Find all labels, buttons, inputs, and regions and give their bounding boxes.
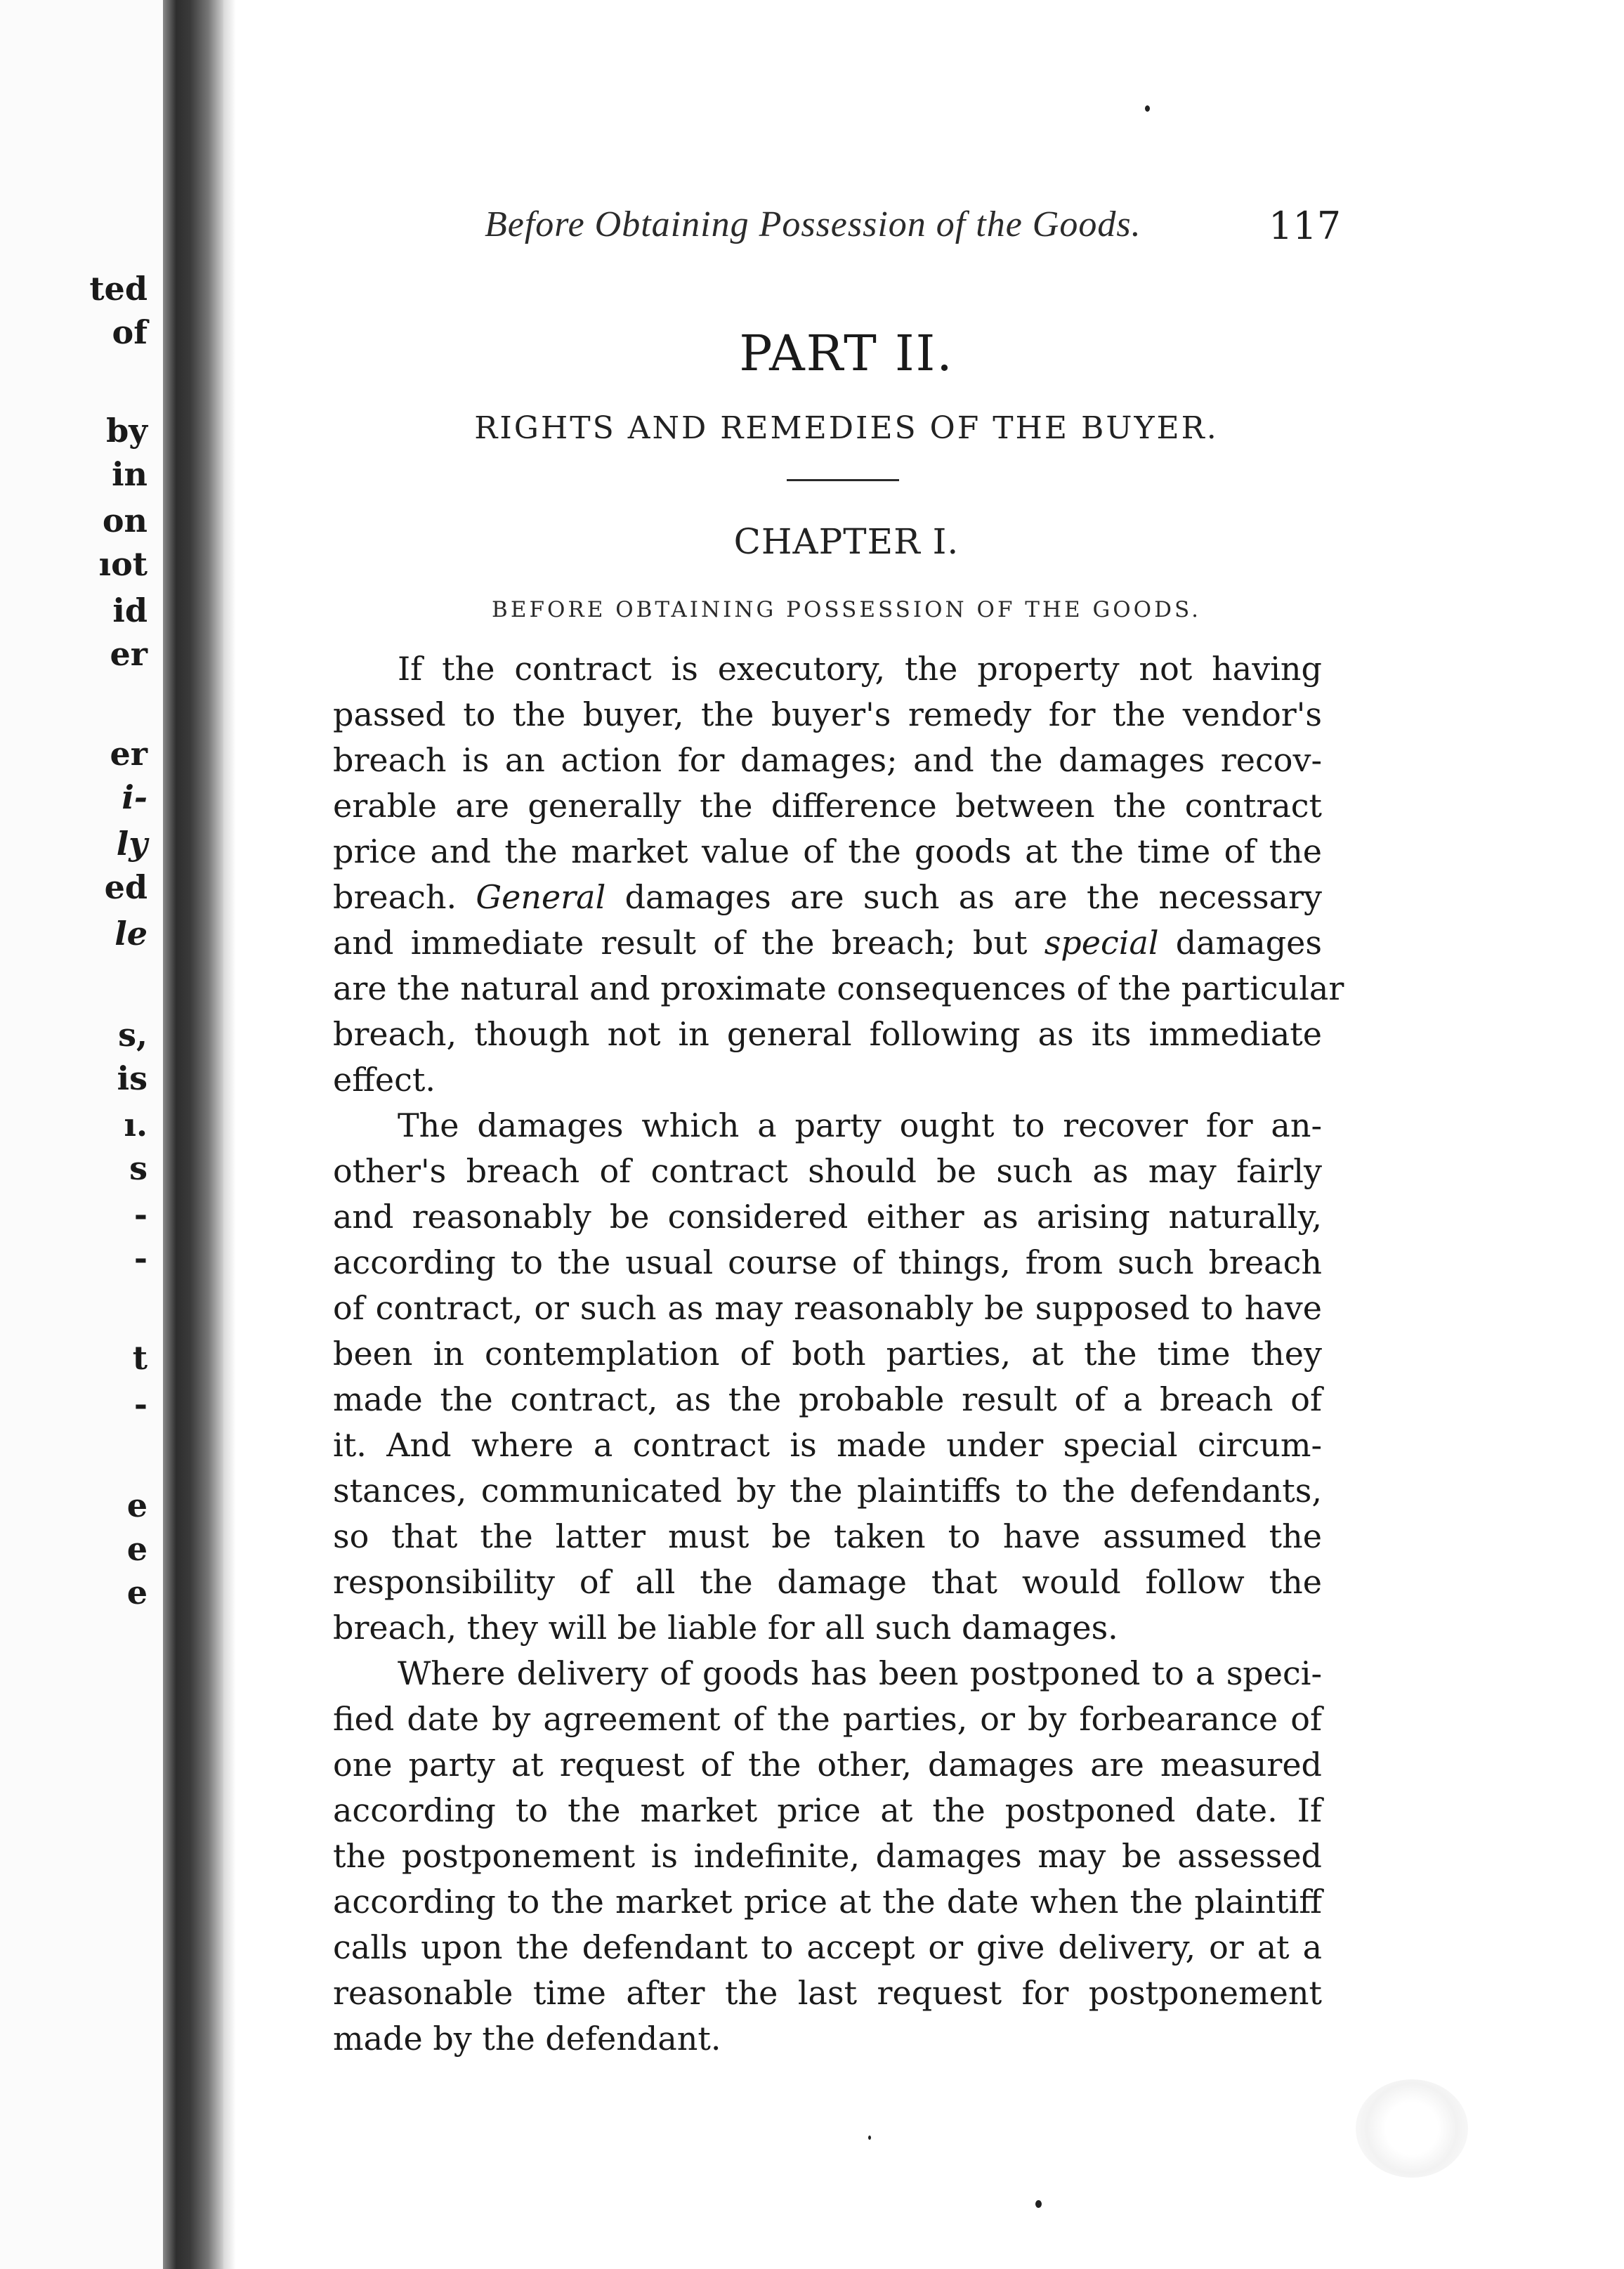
italic-term: special (1044, 924, 1159, 962)
book-spine-shadow (163, 0, 223, 2269)
text-run: it. And where a contract is made under special circum- (333, 1426, 1322, 1464)
text-line (333, 1331, 1322, 1377)
previous-page-text-fragment: by (106, 412, 148, 450)
text-run: The damages which a party ought to recover for an- (398, 1106, 1322, 1144)
part-title: PART II. (739, 325, 954, 382)
body-paragraph (333, 1651, 1322, 2062)
italic-term: General (476, 878, 606, 916)
body-text (333, 646, 1344, 2062)
text-line (333, 1194, 1322, 1240)
text-line (333, 829, 1322, 875)
text-line (333, 1286, 1322, 1331)
text-run: breach, though not in general following as its immediate (333, 1015, 1322, 1053)
text-line (333, 920, 1322, 966)
previous-page-text-fragment: ı. (124, 1106, 148, 1144)
text-line (333, 1559, 1322, 1605)
text-run: according to the market price at the date when the plaintiff (333, 1883, 1322, 1921)
running-head: Before Obtaining Possession of the Goods. (485, 204, 1141, 244)
part-subtitle: RIGHTS AND REMEDIES OF THE BUYER. (474, 410, 1219, 446)
text-line (333, 1696, 1322, 1742)
previous-page-text-fragment: s (129, 1149, 148, 1187)
chapter-title: CHAPTER I. (733, 521, 960, 562)
text-run: erable are generally the difference between the contract (333, 787, 1322, 825)
text-line (333, 1833, 1322, 1879)
text-line (333, 738, 1322, 783)
text-run: reasonable time after the last request for postponement (333, 1974, 1322, 2012)
previous-page-text-fragment: - (133, 1239, 148, 1277)
body-paragraph (333, 1103, 1322, 1651)
text-run: price and the market value of the goods at the time of the (333, 832, 1322, 870)
text-line (333, 1742, 1322, 1788)
text-line (333, 1605, 1322, 1651)
page-speck (1035, 2200, 1042, 2208)
text-line (333, 1149, 1322, 1194)
previous-page-text-fragment: ly (116, 825, 148, 863)
text-line (333, 1514, 1322, 1559)
text-run: damages (1158, 924, 1322, 962)
previous-page-text-fragment: on (102, 502, 148, 540)
page-number: 117 (1269, 204, 1342, 248)
text-run: made by the defendant. (333, 2020, 721, 2058)
text-run: made the contract, as the probable result of a breach of (333, 1380, 1322, 1418)
text-run: stances, communicated by the plaintiffs to the defendants, (333, 1472, 1322, 1510)
text-line (333, 2016, 1322, 2062)
previous-page-text-fragment: in (112, 455, 148, 493)
text-run: are the natural and proximate consequences of the particular (333, 969, 1344, 1007)
text-line (333, 1012, 1322, 1057)
previous-page-text-fragment: t (132, 1339, 148, 1377)
text-run: breach is an action for damages; and the damages recov- (333, 741, 1322, 779)
text-line (333, 1651, 1322, 1696)
chapter-subtitle: BEFORE OBTAINING POSSESSION OF THE GOODS. (492, 597, 1201, 622)
previous-page-text-fragment: - (133, 1385, 148, 1423)
previous-page-text-fragment: ed (104, 868, 148, 906)
text-line (333, 646, 1322, 692)
text-run: and reasonably be considered either as arising naturally, (333, 1198, 1322, 1236)
text-run: If the contract is executory, the property not having (398, 650, 1322, 688)
text-run: Where delivery of goods has been postponed to a speci- (398, 1654, 1322, 1692)
text-run: breach, they will be liable for all such damages. (333, 1609, 1118, 1647)
previous-page-text-fragment: - (133, 1196, 148, 1234)
text-line (333, 1377, 1322, 1423)
text-line (333, 1423, 1322, 1468)
page-speck (1145, 105, 1150, 112)
text-line (333, 966, 1344, 1012)
previous-page-text-fragment: s, (118, 1016, 148, 1054)
text-line (333, 783, 1322, 829)
previous-page-text-fragment: e (126, 1574, 148, 1611)
text-run: fied date by agreement of the parties, or by forbearance of (333, 1700, 1322, 1738)
text-run: according to the usual course of things, from such breach (333, 1243, 1322, 1281)
text-run: other's breach of contract should be such as may fairly (333, 1152, 1322, 1190)
text-run: responsibility of all the damage that would follow the (333, 1563, 1322, 1601)
text-run: passed to the buyer, the buyer's remedy for the vendor's (333, 695, 1322, 733)
page-speck (868, 2136, 871, 2140)
previous-page-text-fragment: is (117, 1059, 148, 1097)
text-line (333, 692, 1322, 738)
previous-page-text-fragment: e (126, 1530, 148, 1568)
text-line (333, 1057, 1322, 1103)
previous-page-text-fragment: er (110, 635, 148, 673)
text-line (333, 1103, 1322, 1149)
text-run: so that the latter must be taken to have assumed the (333, 1517, 1322, 1555)
previous-page-text-fragment: of (112, 313, 148, 351)
text-line (333, 1788, 1322, 1833)
text-run: one party at request of the other, damages are measured (333, 1746, 1322, 1784)
text-line (333, 1240, 1322, 1286)
previous-page-text-fragment: i- (122, 778, 148, 816)
text-line (333, 1468, 1322, 1514)
page-smudge (1356, 2079, 1468, 2178)
text-line (333, 1879, 1322, 1925)
text-run: damages are such as are the necessary (605, 878, 1322, 916)
text-run: the postponement is indefinite, damages may be assessed (333, 1837, 1322, 1875)
previous-page-text-fragment: er (110, 735, 148, 773)
text-line (333, 875, 1322, 920)
previous-page-text-fragment: le (114, 915, 148, 953)
text-line (333, 1925, 1322, 1970)
text-run: calls upon the defendant to accept or give delivery, or at a (333, 1928, 1322, 1966)
body-paragraph (333, 646, 1344, 1103)
page-gutter (223, 0, 236, 2269)
text-line (333, 1970, 1322, 2016)
text-run: according to the market price at the postponed date. If (333, 1791, 1322, 1829)
text-run: of contract, or such as may reasonably be supposed to have (333, 1289, 1322, 1327)
previous-page-text-fragment: e (126, 1486, 148, 1524)
previous-page-text-fragment: ted (89, 270, 148, 308)
previous-page-text-fragment: id (112, 591, 148, 629)
previous-page-text-fragment: ıot (98, 545, 148, 583)
text-run: effect. (333, 1061, 436, 1099)
text-run: been in contemplation of both parties, at the time they (333, 1335, 1322, 1373)
previous-page-edge (0, 0, 163, 2269)
text-run: breach. (333, 878, 476, 916)
text-run: and immediate result of the breach; but (333, 924, 1045, 962)
section-divider-rule (787, 479, 899, 481)
